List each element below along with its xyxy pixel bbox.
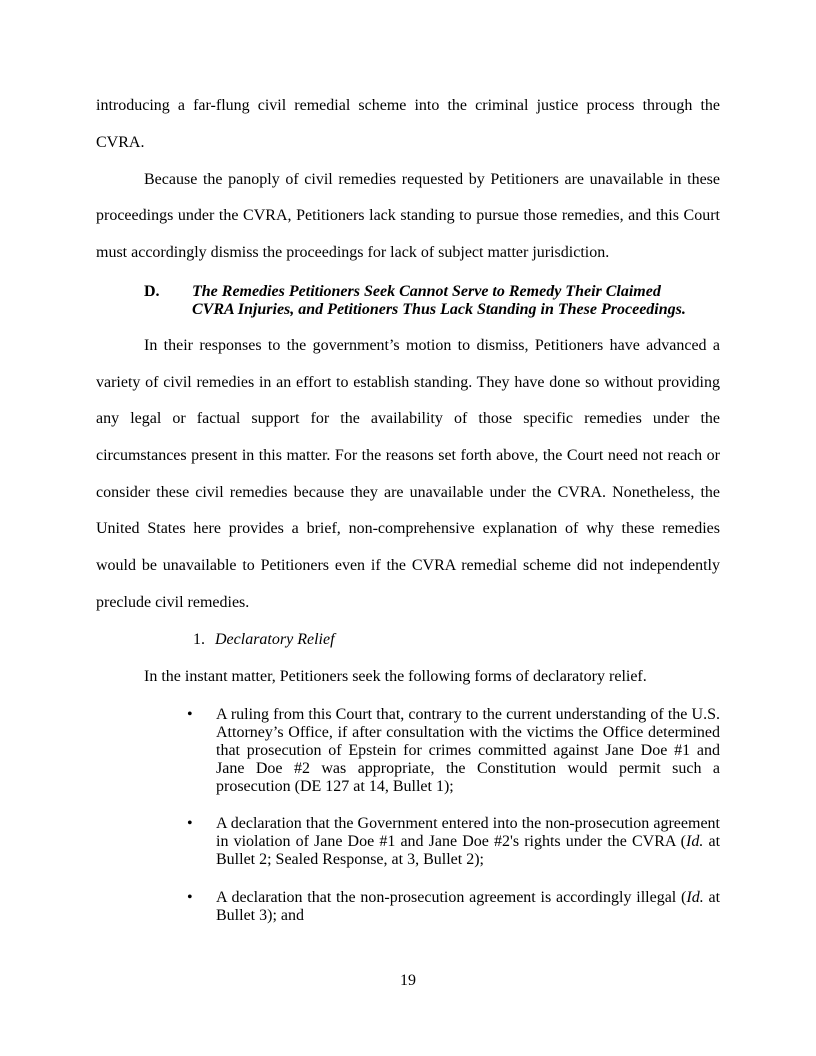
paragraph-line: Because the panoply of civil remedies requested by Petitioners are unavailable in these — [144, 171, 720, 188]
section-label: D. — [144, 283, 160, 300]
paragraph-line: introducing a far-flung civil remedial scheme into the criminal justice process through the — [96, 97, 720, 114]
bullet-text — [216, 889, 720, 925]
bullet-icon: • — [187, 706, 193, 723]
paragraph-line: circumstances present in this matter. For the reasons set forth above, the Court need not reach or — [96, 447, 720, 464]
subsection-intro: In the instant matter, Petitioners seek the following forms of declaratory relief. — [144, 668, 647, 685]
citation: Id. — [686, 889, 704, 906]
paragraph-line: any legal or factual support for the availability of those specific remedies under the — [96, 410, 720, 427]
section-heading — [192, 283, 712, 319]
bullet-text: A ruling from this Court that, contrary to the current understanding of the U.S. Attorney’s Office, if after consultation with the victims the Office determined that prosecution of Epstein for crimes committed against Jane Doe #1 and Jane Doe #2 was appropriate, the Constitution would permit such a prosecution (DE 127 at 14, Bullet 1); — [216, 706, 720, 795]
bullet-text-part: A declaration that the Government entered into the non-prosecution agreement in violation of Jane Doe #1 and Jane Doe #2's rights under the CVRA ( — [216, 815, 720, 850]
bullet-text-part: at Bullet 3); and — [216, 889, 721, 924]
bullet-icon: • — [187, 815, 193, 832]
bullet-text-part: A declaration that the non-prosecution agreement is accordingly illegal ( — [216, 889, 687, 906]
paragraph-line: preclude civil remedies. — [96, 594, 250, 611]
citation: Id. — [686, 833, 704, 850]
paragraph-line: In their responses to the government’s motion to dismiss, Petitioners have advanced a — [144, 337, 720, 354]
page-number: 19 — [400, 972, 416, 989]
bullet-text-part: at Bullet 2; Sealed Response, at 3, Bullet 2); — [216, 833, 721, 868]
bullet-icon: • — [187, 889, 193, 906]
paragraph-line: proceedings under the CVRA, Petitioners lack standing to pursue those remedies, and this Court — [96, 207, 720, 224]
paragraph-line: CVRA. — [96, 134, 145, 151]
paragraph-line: would be unavailable to Petitioners even if the CVRA remedial scheme did not independently — [96, 557, 720, 574]
bullet-text — [216, 815, 720, 869]
paragraph-line: variety of civil remedies in an effort to establish standing. They have done so without providing — [96, 374, 720, 391]
paragraph-line: United States here provides a brief, non-comprehensive explanation of why these remedies — [96, 520, 720, 537]
section-heading-line: The Remedies Petitioners Seek Cannot Serve to Remedy Their Claimed — [192, 283, 661, 300]
subsection-heading — [193, 631, 335, 649]
subsection-title: Declaratory Relief — [215, 631, 335, 648]
paragraph-line: consider these civil remedies because they are unavailable under the CVRA. Nonetheless, the — [96, 484, 720, 501]
subsection-number: 1. — [193, 631, 205, 648]
paragraph-line: must accordingly dismiss the proceedings for lack of subject matter jurisdiction. — [96, 244, 610, 261]
section-heading-line: CVRA Injuries, and Petitioners Thus Lack Standing in These Proceedings. — [192, 301, 686, 318]
